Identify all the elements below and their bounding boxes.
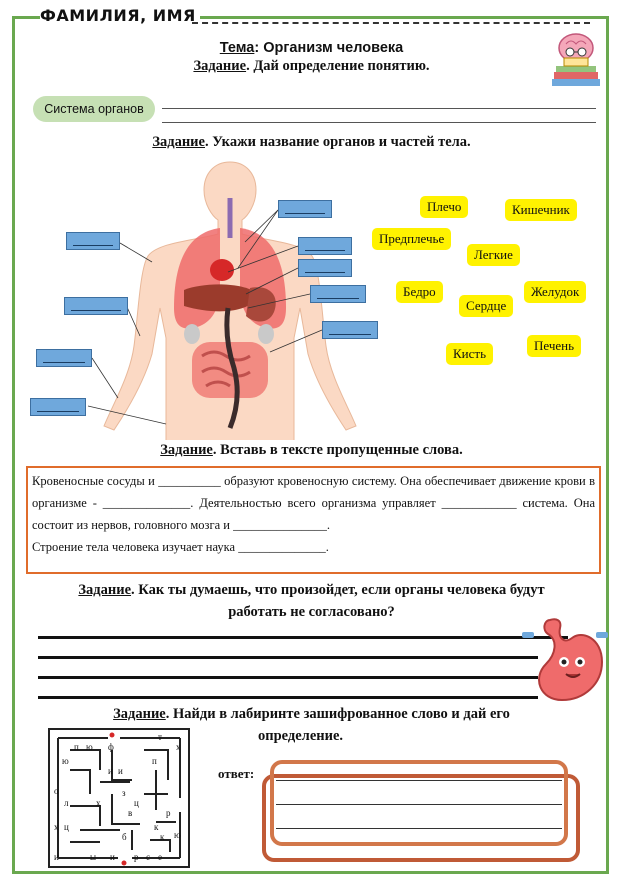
maze-letter: з [122, 788, 126, 798]
task2-text: . Укажи название органов и частей тела. [204, 134, 471, 150]
stomach-mascot-icon [520, 610, 612, 702]
task3-prefix: Задание [160, 442, 213, 458]
task5-text: . Найди в лабиринте зашифрованное слово и дай его [165, 706, 510, 722]
maze-letter: р [134, 852, 139, 862]
maze-letter: х [176, 742, 181, 752]
organ-label-blank[interactable] [278, 200, 332, 218]
fill-in-paragraph[interactable]: Строение тела человека изучает наука ______________. [32, 540, 329, 554]
task4-heading [0, 582, 623, 599]
task1-prefix: Задание [193, 58, 247, 74]
maze-letter: в [128, 808, 133, 818]
maze-letter: п [74, 742, 79, 752]
answer-label: ответ: [218, 766, 255, 781]
maze[interactable] [48, 728, 190, 868]
maze-letter: и [110, 852, 115, 862]
answer-line[interactable] [38, 636, 568, 639]
maze-letter: о [54, 786, 59, 796]
maze-letter: ц [134, 798, 139, 808]
term-pill: Система органов [33, 96, 155, 122]
organ-tag[interactable]: Кишечник [505, 199, 577, 221]
task4-text: . Как ты думаешь, что произойдет, если органы человека будут [131, 582, 545, 598]
organ-label-blank[interactable] [310, 285, 366, 303]
maze-letter: б [122, 832, 127, 842]
organ-tag[interactable]: Кисть [446, 343, 493, 365]
maze-letter: ц [64, 822, 69, 832]
organ-tag[interactable]: Плечо [420, 196, 468, 218]
maze-letter: ы [90, 852, 97, 862]
fill-in-paragraph[interactable]: Кровеносные сосуды и __________ образуют кровеносную систему. Она обеспечивает движение крови в организме - ______________. Деятельностью всего организма управляет ____________ система. Она состоит из нервов, головного мозга и _______________. [32, 474, 595, 532]
answer-box[interactable] [270, 760, 568, 846]
task3-heading [0, 442, 623, 459]
maze-letter: е [158, 852, 162, 862]
maze-letter: к [160, 832, 165, 842]
task5-heading-line2: определение. [258, 728, 344, 744]
answer-line[interactable] [276, 804, 562, 805]
task5-heading [0, 706, 623, 723]
maze-letter: и [118, 766, 123, 776]
topic-text: : Организм человека [254, 40, 404, 56]
organ-tag[interactable]: Сердце [459, 295, 513, 317]
organ-tag[interactable]: Бедро [396, 281, 443, 303]
organ-label-blank[interactable] [30, 398, 86, 416]
maze-letter: ю [86, 742, 93, 752]
task5-prefix: Задание [113, 706, 166, 722]
name-field-label: ФАМИЛИЯ, ИМЯ [40, 6, 200, 25]
fill-in-text-box [26, 466, 601, 574]
maze-letter: п [152, 756, 157, 766]
maze-letter: р [166, 808, 171, 818]
task4-heading-line2: работать не согласовано? [228, 604, 395, 620]
topic-prefix: Тема [219, 40, 255, 56]
maze-letter: и [54, 852, 59, 862]
answer-line[interactable] [276, 828, 562, 829]
organ-label-blank[interactable] [322, 321, 378, 339]
organ-tag[interactable]: Легкие [467, 244, 520, 266]
maze-letter: ф [108, 742, 114, 752]
answer-line[interactable] [38, 696, 538, 699]
answer-line[interactable] [38, 676, 538, 679]
organ-label-blank[interactable] [64, 297, 128, 315]
maze-letter: л [64, 798, 69, 808]
maze-letter: к [154, 822, 159, 832]
organ-tag[interactable]: Желудок [524, 281, 586, 303]
task2-prefix: Задание [152, 134, 205, 150]
maze-walls [50, 730, 188, 866]
maze-letter: с [146, 852, 150, 862]
organ-label-blank[interactable] [66, 232, 120, 250]
organ-label-blank[interactable] [298, 259, 352, 277]
answer-line[interactable] [38, 656, 538, 659]
answer-line[interactable] [276, 780, 562, 781]
maze-letter: ю [174, 830, 181, 840]
maze-letter: х [96, 798, 101, 808]
task1-text: . Дай определение понятию. [246, 58, 430, 74]
task4-prefix: Задание [78, 582, 132, 598]
organ-tag[interactable]: Печень [527, 335, 581, 357]
organ-tag[interactable]: Предплечье [372, 228, 451, 250]
maze-letter: т [158, 732, 162, 742]
organ-label-blank[interactable] [298, 237, 352, 255]
maze-letter: ю [62, 756, 69, 766]
organ-label-blank[interactable] [36, 349, 92, 367]
maze-letter: и [108, 766, 113, 776]
task3-text: . Вставь в тексте пропущенные слова. [212, 442, 463, 458]
maze-letter: х [54, 822, 59, 832]
